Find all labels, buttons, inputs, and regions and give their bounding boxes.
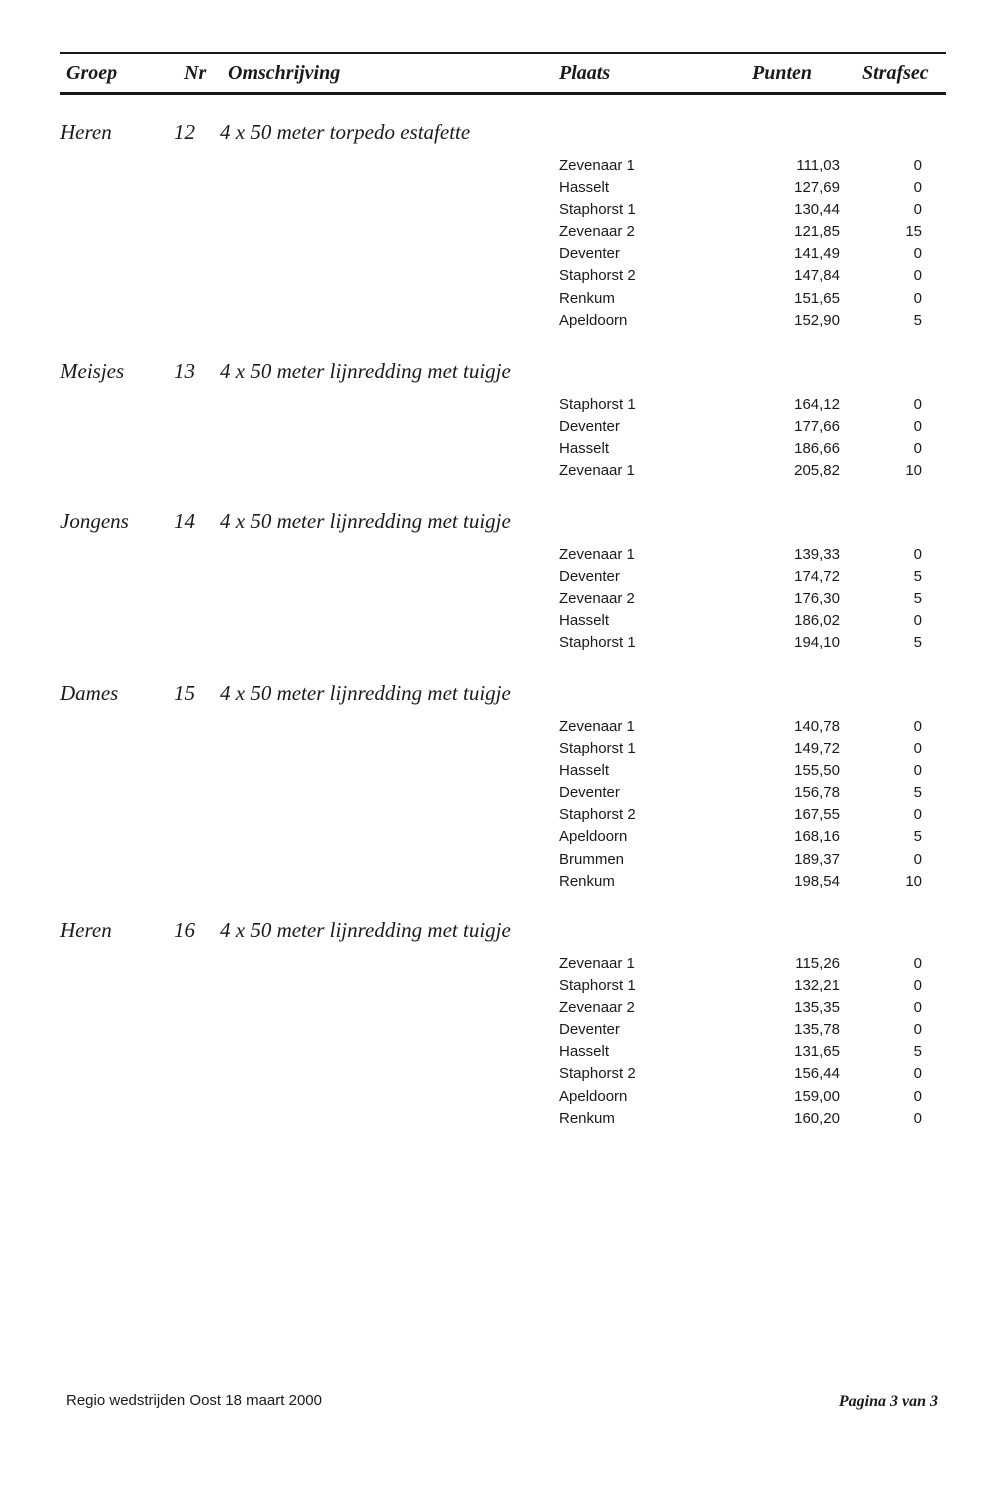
result-plaats: Deventer — [559, 568, 620, 586]
result-punten: 130,44 — [794, 201, 840, 219]
table-row — [0, 177, 1000, 199]
result-strafsec: 5 — [913, 1043, 922, 1061]
event-group: Meisjes — [60, 359, 125, 383]
header-top-rule — [60, 52, 946, 54]
table-row — [0, 310, 1000, 332]
result-punten: 135,78 — [794, 1021, 840, 1039]
event-group: Heren — [60, 120, 112, 144]
table-row — [0, 265, 1000, 287]
table-row — [0, 716, 1000, 738]
result-punten: 205,82 — [794, 462, 840, 480]
result-punten: 176,30 — [794, 590, 840, 608]
result-strafsec: 15 — [905, 223, 922, 241]
result-punten: 111,03 — [796, 157, 840, 174]
results-table — [0, 544, 1000, 654]
result-plaats: Zevenaar 1 — [559, 157, 635, 174]
event-description: 4 x 50 meter lijnredding met tuigje — [220, 681, 511, 705]
result-punten: 156,44 — [794, 1065, 840, 1083]
result-plaats: Deventer — [559, 418, 620, 436]
table-row — [0, 566, 1000, 588]
results-table — [0, 953, 1000, 1130]
table-row — [0, 416, 1000, 438]
table-row — [0, 288, 1000, 310]
result-plaats: Renkum — [559, 1109, 615, 1127]
table-row — [0, 243, 1000, 265]
result-strafsec: 0 — [913, 546, 922, 563]
result-plaats: Zevenaar 1 — [559, 546, 635, 563]
result-plaats: Staphorst 1 — [559, 634, 636, 652]
result-plaats: Staphorst 1 — [559, 977, 636, 995]
result-punten: 151,65 — [794, 289, 840, 307]
result-punten: 152,90 — [794, 311, 840, 329]
result-strafsec: 5 — [913, 568, 922, 586]
result-strafsec: 0 — [913, 418, 922, 436]
event-group: Dames — [60, 681, 119, 705]
event-description: 4 x 50 meter torpedo estafette — [220, 120, 471, 144]
result-plaats: Apeldoorn — [559, 311, 628, 329]
event-description: 4 x 50 meter lijnredding met tuigje — [220, 359, 511, 383]
result-punten: 198,54 — [794, 872, 840, 890]
column-header-punten: Punten — [752, 62, 813, 84]
result-strafsec: 5 — [913, 590, 922, 608]
result-strafsec: 0 — [913, 245, 922, 263]
result-plaats: Deventer — [559, 784, 620, 802]
results-table — [0, 716, 1000, 893]
result-strafsec: 0 — [913, 762, 922, 780]
result-strafsec: 0 — [913, 1021, 922, 1039]
table-row — [0, 1019, 1000, 1041]
result-punten: 132,21 — [794, 977, 840, 995]
result-strafsec: 0 — [913, 740, 922, 758]
result-plaats: Brummen — [559, 850, 625, 868]
result-punten: 147,84 — [794, 267, 840, 285]
table-row — [0, 997, 1000, 1019]
result-punten: 186,66 — [794, 440, 840, 458]
table-row — [0, 394, 1000, 416]
result-plaats: Hasselt — [559, 762, 610, 780]
result-punten: 121,85 — [794, 223, 840, 241]
table-row — [0, 871, 1000, 893]
result-strafsec: 0 — [913, 440, 922, 458]
result-punten: 115,26 — [795, 955, 840, 972]
result-punten: 174,72 — [794, 568, 840, 586]
result-plaats: Staphorst 2 — [559, 267, 636, 285]
header-bottom-rule — [60, 92, 946, 95]
table-row — [0, 221, 1000, 243]
table-row — [0, 804, 1000, 826]
table-row — [0, 544, 1000, 566]
table-row — [0, 1041, 1000, 1063]
result-plaats: Renkum — [559, 289, 615, 307]
result-strafsec: 0 — [913, 977, 922, 995]
table-row — [0, 1063, 1000, 1085]
table-row — [0, 1108, 1000, 1130]
result-strafsec: 0 — [913, 806, 922, 824]
table-row — [0, 155, 1000, 177]
table-row — [0, 1086, 1000, 1108]
result-strafsec: 0 — [913, 267, 922, 285]
result-plaats: Zevenaar 1 — [559, 718, 635, 735]
table-row — [0, 610, 1000, 632]
result-punten: 194,10 — [794, 634, 840, 652]
result-strafsec: 5 — [913, 634, 922, 652]
table-row — [0, 199, 1000, 221]
result-punten: 155,50 — [794, 762, 840, 780]
table-row — [0, 953, 1000, 975]
result-strafsec: 10 — [905, 872, 922, 890]
result-plaats: Staphorst 1 — [559, 396, 636, 413]
result-plaats: Hasselt — [559, 179, 610, 197]
result-plaats: Renkum — [559, 872, 615, 890]
result-strafsec: 0 — [913, 289, 922, 307]
column-header-plaats: Plaats — [559, 62, 611, 84]
column-header-nr: Nr — [184, 62, 207, 84]
result-plaats: Zevenaar 2 — [559, 590, 635, 608]
table-row — [0, 760, 1000, 782]
footer-event-info: Regio wedstrijden Oost 18 maart 2000 — [66, 1392, 322, 1409]
table-row — [0, 632, 1000, 654]
result-strafsec: 5 — [913, 311, 922, 329]
column-header-groep: Groep — [66, 62, 118, 84]
event-group: Heren — [60, 918, 112, 942]
result-plaats: Staphorst 2 — [559, 1065, 636, 1083]
result-strafsec: 0 — [913, 201, 922, 219]
event-number: 13 — [174, 359, 195, 383]
event-number: 15 — [174, 681, 195, 705]
result-punten: 127,69 — [794, 179, 840, 197]
result-punten: 156,78 — [794, 784, 840, 802]
result-punten: 159,00 — [794, 1087, 840, 1105]
result-strafsec: 0 — [913, 955, 922, 972]
footer-page-number: Pagina 3 van 3 — [838, 1393, 938, 1410]
result-strafsec: 0 — [913, 850, 922, 868]
result-punten: 135,35 — [794, 999, 840, 1017]
result-strafsec: 5 — [913, 828, 922, 846]
result-strafsec: 5 — [913, 784, 922, 802]
table-row — [0, 849, 1000, 871]
result-plaats: Staphorst 1 — [559, 201, 636, 219]
result-strafsec: 0 — [913, 999, 922, 1017]
result-plaats: Apeldoorn — [559, 828, 628, 846]
result-strafsec: 0 — [913, 612, 922, 630]
result-plaats: Hasselt — [559, 612, 610, 630]
result-plaats: Hasselt — [559, 440, 610, 458]
table-row — [0, 826, 1000, 848]
event-number: 16 — [174, 918, 195, 942]
result-plaats: Zevenaar 1 — [559, 955, 635, 972]
result-punten: 131,65 — [794, 1043, 840, 1061]
result-punten: 177,66 — [794, 418, 840, 436]
table-row — [0, 782, 1000, 804]
result-plaats: Zevenaar 2 — [559, 999, 635, 1017]
table-row — [0, 738, 1000, 760]
result-strafsec: 0 — [913, 157, 922, 174]
result-punten: 141,49 — [794, 245, 840, 263]
table-row — [0, 438, 1000, 460]
result-plaats: Zevenaar 1 — [559, 462, 635, 480]
column-header-omschrijving: Omschrijving — [228, 62, 341, 84]
results-table — [0, 155, 1000, 332]
column-header-strafsec: Strafsec — [862, 62, 929, 84]
result-strafsec: 0 — [913, 1087, 922, 1105]
result-plaats: Deventer — [559, 1021, 620, 1039]
result-punten: 168,16 — [794, 828, 840, 846]
result-punten: 140,78 — [794, 718, 840, 735]
table-row — [0, 588, 1000, 610]
result-punten: 149,72 — [794, 740, 840, 758]
event-description: 4 x 50 meter lijnredding met tuigje — [220, 918, 511, 942]
result-strafsec: 0 — [913, 1109, 922, 1127]
result-plaats: Hasselt — [559, 1043, 610, 1061]
result-plaats: Staphorst 2 — [559, 806, 636, 824]
result-strafsec: 0 — [913, 718, 922, 735]
event-number: 14 — [174, 509, 195, 533]
result-punten: 160,20 — [794, 1109, 840, 1127]
result-plaats: Apeldoorn — [559, 1087, 628, 1105]
result-strafsec: 10 — [905, 462, 922, 480]
result-punten: 139,33 — [794, 546, 840, 563]
result-plaats: Zevenaar 2 — [559, 223, 635, 241]
results-table — [0, 394, 1000, 482]
result-punten: 167,55 — [794, 806, 840, 824]
event-description: 4 x 50 meter lijnredding met tuigje — [220, 509, 511, 533]
event-group: Jongens — [60, 509, 129, 533]
result-strafsec: 0 — [913, 396, 922, 413]
result-punten: 186,02 — [794, 612, 840, 630]
result-plaats: Deventer — [559, 245, 620, 263]
result-plaats: Staphorst 1 — [559, 740, 636, 758]
table-row — [0, 460, 1000, 482]
result-strafsec: 0 — [913, 1065, 922, 1083]
result-punten: 164,12 — [794, 396, 840, 413]
result-strafsec: 0 — [913, 179, 922, 197]
result-punten: 189,37 — [794, 850, 840, 868]
table-row — [0, 975, 1000, 997]
event-number: 12 — [174, 120, 195, 144]
